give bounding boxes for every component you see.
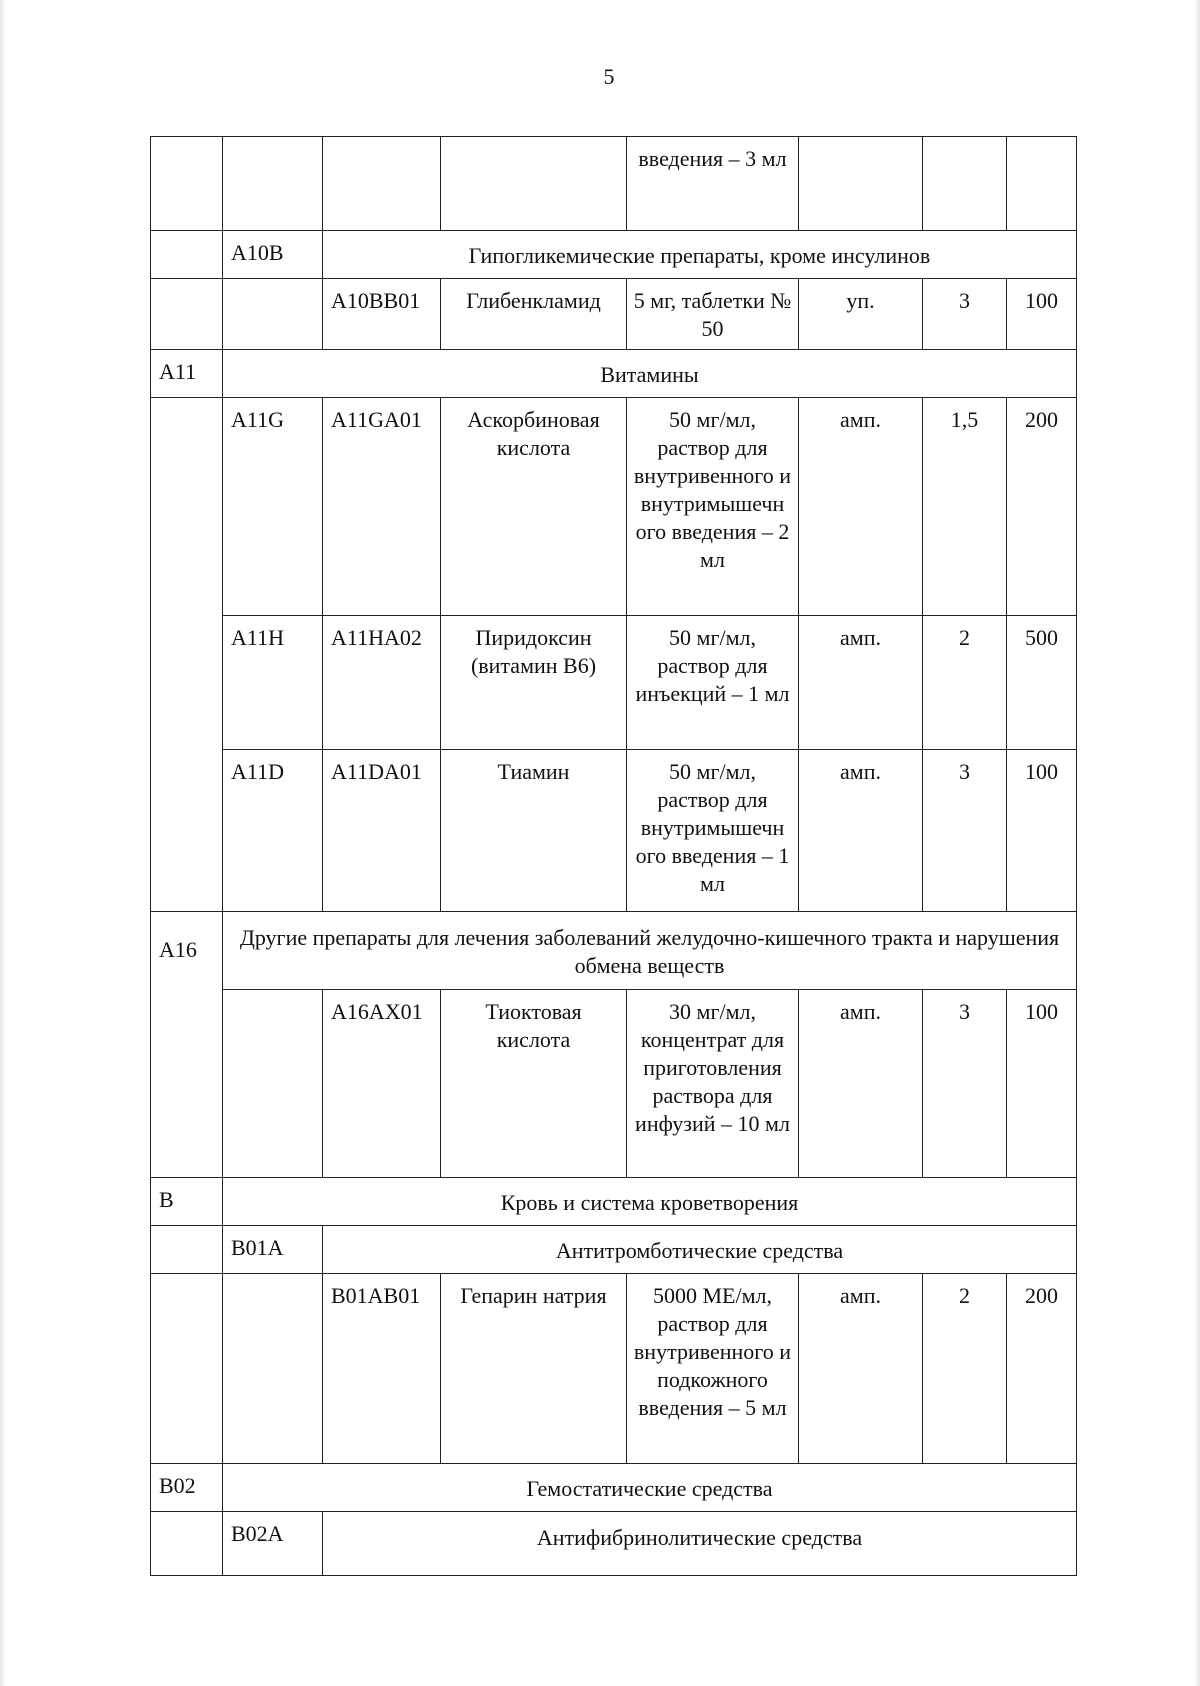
cell-unit: амп.: [799, 990, 923, 1178]
cell-subgroup: [223, 279, 323, 350]
cell-qty: 3: [923, 990, 1007, 1178]
cell-form: 50 мг/мл, раствор для внутримышечн ого введения – 1 мл: [627, 750, 799, 912]
cell-count: 100: [1007, 990, 1077, 1178]
table-row: [151, 1464, 1077, 1512]
cell-subgroup: [223, 990, 323, 1178]
cell-unit: амп.: [799, 750, 923, 912]
cell-qty: 2: [923, 616, 1007, 750]
section-title: Гипогликемические препараты, кроме инсулинов: [323, 231, 1077, 279]
cell-qty: 1,5: [923, 398, 1007, 616]
scan-edge-left: [0, 0, 6, 1686]
cell-subgroup: B01A: [223, 1226, 323, 1274]
table-row: [151, 231, 1077, 279]
cell-unit: амп.: [799, 616, 923, 750]
cell-group: [151, 279, 223, 350]
table-row: [151, 1274, 1077, 1464]
cell-count: 100: [1007, 279, 1077, 350]
table-row: [151, 616, 1077, 750]
cell-group: [151, 137, 223, 231]
cell-form: 5 мг, таблетки № 50: [627, 279, 799, 350]
cell-form: 50 мг/мл, раствор для инъекций – 1 мл: [627, 616, 799, 750]
cell-group: [151, 398, 223, 912]
cell-atc: A11GA01: [323, 398, 441, 616]
table-row: [151, 137, 1077, 231]
cell-atc: B01AB01: [323, 1274, 441, 1464]
cell-form: 30 мг/мл, концентрат для приготовления раствора для инфузий – 10 мл: [627, 990, 799, 1178]
cell-group: [151, 1512, 223, 1576]
section-title: Кровь и система кроветворения: [223, 1178, 1077, 1226]
section-title: Другие препараты для лечения заболеваний желудочно-кишечного тракта и нарушения обмена веществ: [223, 912, 1077, 990]
cell-form: введения – 3 мл: [627, 137, 799, 231]
table-row: [151, 398, 1077, 616]
cell-qty: [923, 137, 1007, 231]
cell-count: 100: [1007, 750, 1077, 912]
cell-name: Аскорбиновая кислота: [441, 398, 627, 616]
cell-atc: A11HA02: [323, 616, 441, 750]
table-row: [151, 1226, 1077, 1274]
cell-name: Гепарин натрия: [441, 1274, 627, 1464]
drug-table: [150, 136, 1077, 1576]
cell-subgroup: B02A: [223, 1512, 323, 1576]
cell-unit: уп.: [799, 279, 923, 350]
cell-unit: амп.: [799, 398, 923, 616]
cell-subgroup: A11D: [223, 750, 323, 912]
cell-count: [1007, 137, 1077, 231]
cell-atc: [323, 137, 441, 231]
cell-count: 500: [1007, 616, 1077, 750]
cell-name: Пиридоксин (витамин В6): [441, 616, 627, 750]
cell-subgroup: A11G: [223, 398, 323, 616]
cell-group: [151, 231, 223, 279]
scan-edge-right: [1194, 0, 1200, 1686]
cell-group: A16: [151, 912, 223, 1178]
cell-group: [151, 1226, 223, 1274]
table-row: [151, 990, 1077, 1178]
cell-unit: [799, 137, 923, 231]
table-row: [151, 912, 1077, 990]
table-row: [151, 279, 1077, 350]
cell-qty: 3: [923, 279, 1007, 350]
section-title: Гемостатические средства: [223, 1464, 1077, 1512]
cell-count: 200: [1007, 398, 1077, 616]
table-row: [151, 1512, 1077, 1576]
table-row: [151, 350, 1077, 398]
table-row: [151, 1178, 1077, 1226]
cell-subgroup: [223, 1274, 323, 1464]
cell-group: [151, 1274, 223, 1464]
cell-group: B02: [151, 1464, 223, 1512]
section-title: Антитромботические средства: [323, 1226, 1077, 1274]
cell-group: B: [151, 1178, 223, 1226]
cell-atc: A10BB01: [323, 279, 441, 350]
cell-subgroup: A11H: [223, 616, 323, 750]
cell-name: Тиоктовая кислота: [441, 990, 627, 1178]
cell-atc: A16AX01: [323, 990, 441, 1178]
cell-unit: амп.: [799, 1274, 923, 1464]
cell-count: 200: [1007, 1274, 1077, 1464]
cell-group: A11: [151, 350, 223, 398]
cell-name: [441, 137, 627, 231]
cell-qty: 3: [923, 750, 1007, 912]
page-number: 5: [603, 64, 615, 89]
section-title: Антифибринолитические средства: [323, 1512, 1077, 1576]
cell-form: 50 мг/мл, раствор для внутривенного и внутримышечн ого введения – 2 мл: [627, 398, 799, 616]
table-row: [151, 750, 1077, 912]
cell-qty: 2: [923, 1274, 1007, 1464]
cell-name: Тиамин: [441, 750, 627, 912]
cell-name: Глибенкламид: [441, 279, 627, 350]
cell-atc: A11DA01: [323, 750, 441, 912]
section-title: Витамины: [223, 350, 1077, 398]
cell-subgroup: A10B: [223, 231, 323, 279]
cell-subgroup: [223, 137, 323, 231]
cell-form: 5000 МЕ/мл, раствор для внутривенного и подкожного введения – 5 мл: [627, 1274, 799, 1464]
